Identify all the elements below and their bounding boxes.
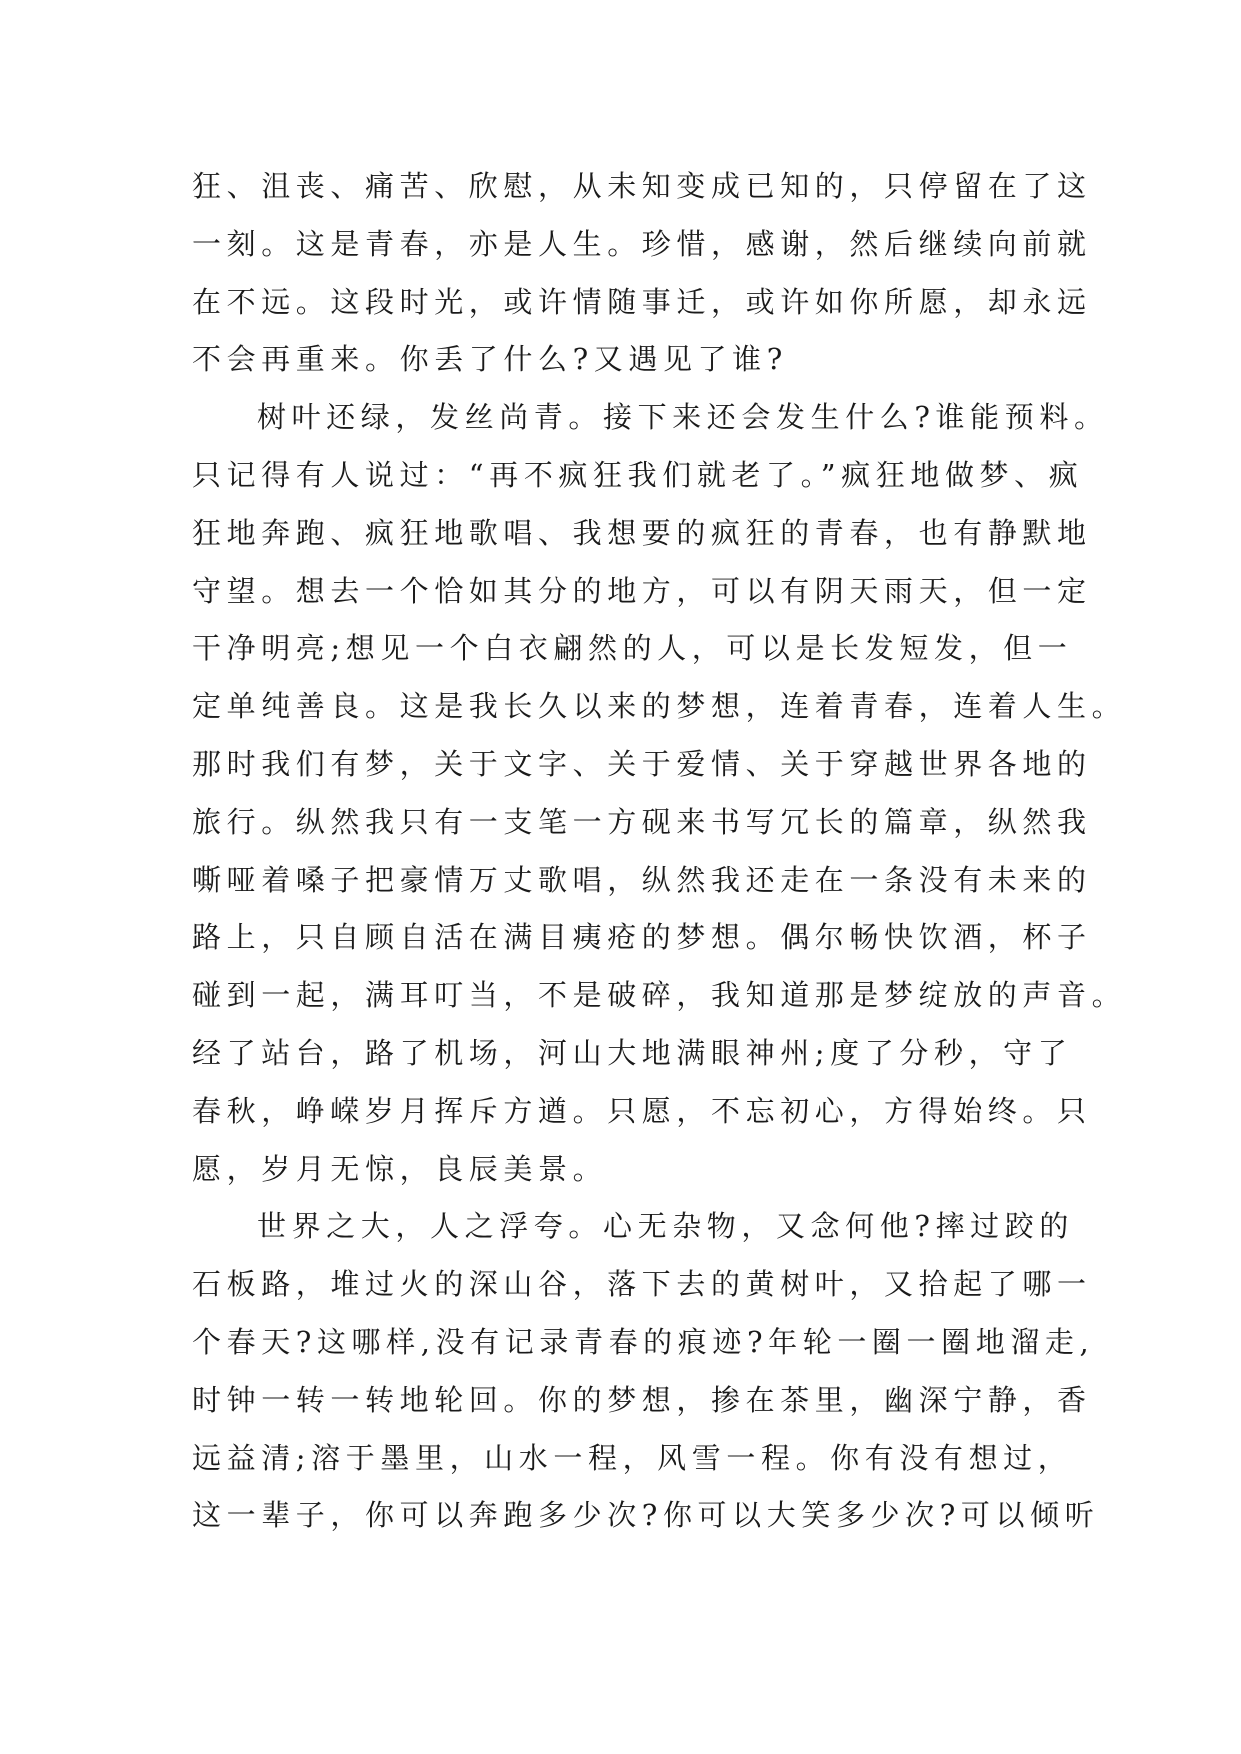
paragraph-first-line: 树叶还绿，发丝尚青。接下来还会发生什么?谁能预料。: [257, 400, 1109, 435]
text-line: 时钟一转一转地轮回。你的梦想，掺在茶里，幽深宁静，香: [192, 1382, 1092, 1417]
text-line: 远益清;溶于墨里，山水一程，风雪一程。你有没有想过，: [192, 1440, 1073, 1475]
text-line: 定单纯善良。这是我长久以来的梦想，连着青春，连着人生。: [192, 689, 1127, 724]
text-line: 石板路，堆过火的深山谷，落下去的黄树叶，又拾起了哪一: [192, 1267, 1092, 1302]
text-line: 狂地奔跑、疯狂地歌唱、我想要的疯狂的青春，也有静默地: [192, 515, 1092, 550]
text-line: 在不远。这段时光，或许情随事迁，或许如你所愿，却永远: [192, 284, 1092, 319]
text-line: 经了站台，路了机场，河山大地满眼神州;度了分秒，守了: [192, 1035, 1073, 1070]
text-line: 个春天?这哪样,没有记录青春的痕迹?年轮一圈一圈地溜走,: [192, 1324, 1095, 1359]
body-text: [192, 158, 1127, 1545]
text-line: 这一辈子，你可以奔跑多少次?你可以大笑多少次?可以倾听: [192, 1498, 1100, 1533]
text-line: 干净明亮;想见一个白衣翩然的人，可以是长发短发，但一: [192, 631, 1073, 666]
text-line: 碰到一起，满耳叮当，不是破碎，我知道那是梦绽放的声音。: [192, 978, 1127, 1013]
text-line: 只记得有人说过：“再不疯狂我们就老了。”疯狂地做梦、疯: [192, 457, 1084, 492]
text-line: 愿，岁月无惊，良辰美景。: [192, 1151, 608, 1186]
text-line: 路上，只自顾自活在满目痍疮的梦想。偶尔畅快饮酒，杯子: [192, 920, 1092, 955]
text-line: 春秋，峥嵘岁月挥斥方遒。只愿，不忘初心，方得始终。只: [192, 1093, 1092, 1128]
paragraph-first-line: 世界之大，人之浮夸。心无杂物，又念何他?摔过跤的: [257, 1209, 1074, 1244]
text-line: 狂、沮丧、痛苦、欣慰，从未知变成已知的，只停留在了这: [192, 169, 1092, 203]
text-line: 守望。想去一个恰如其分的地方，可以有阴天雨天，但一定: [192, 573, 1092, 608]
text-line: 不会再重来。你丢了什么?又遇见了谁?: [192, 342, 788, 377]
text-line: 旅行。纵然我只有一支笔一方砚来书写冗长的篇章，纵然我: [192, 804, 1092, 839]
text-line: 一刻。这是青春，亦是人生。珍惜，感谢，然后继续向前就: [192, 226, 1092, 261]
text-line: 嘶哑着嗓子把豪情万丈歌唱，纵然我还走在一条没有未来的: [192, 862, 1092, 897]
text-line: 那时我们有梦，关于文字、关于爱情、关于穿越世界各地的: [192, 746, 1092, 781]
